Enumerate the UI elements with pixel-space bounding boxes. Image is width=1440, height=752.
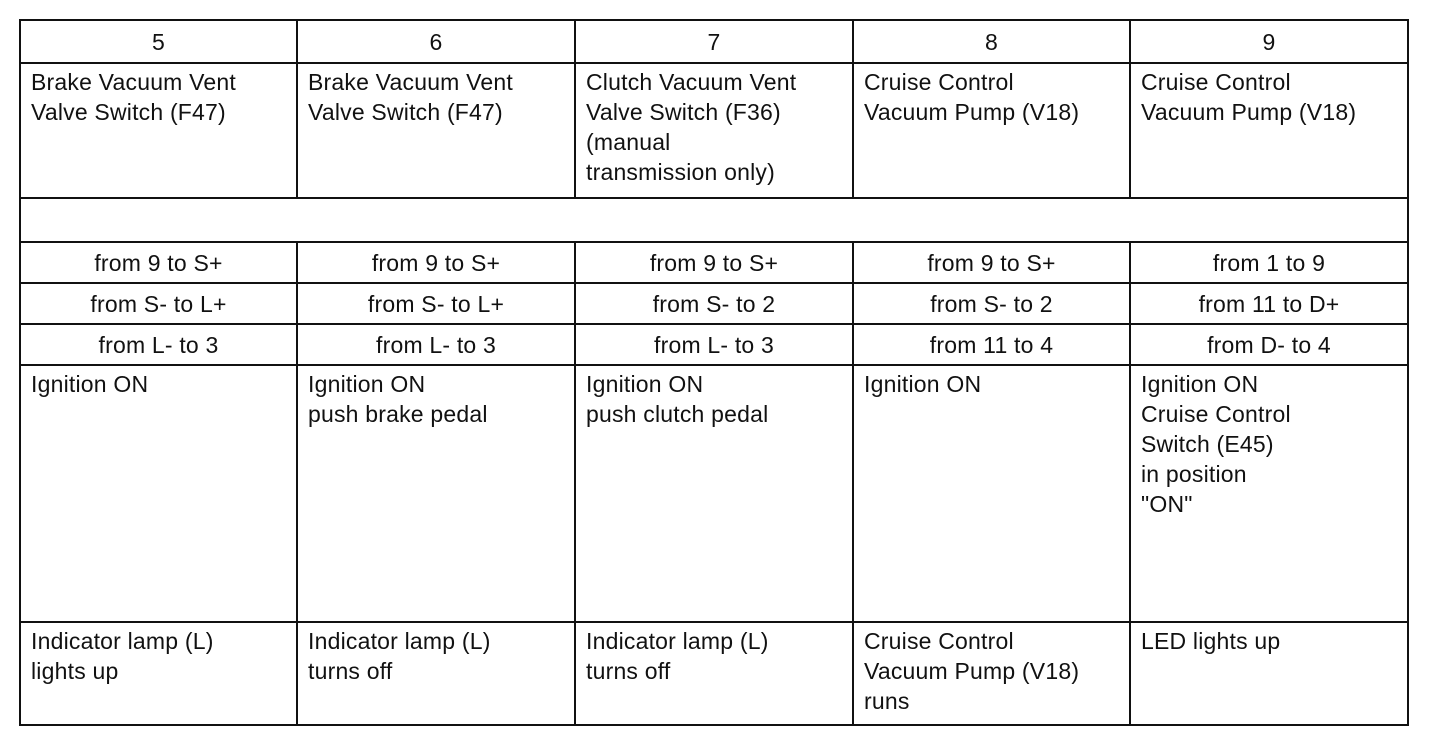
- measure-cell: from 1 to 9: [1130, 242, 1408, 283]
- measure-cell: from 11 to D+: [1130, 283, 1408, 324]
- measure-row-1: [20, 242, 1408, 283]
- result-cell: Indicator lamp (L) turns off: [297, 622, 575, 725]
- component-cell: Brake Vacuum Vent Valve Switch (F47): [20, 63, 297, 198]
- header-row: [20, 20, 1408, 63]
- measure-cell: from S- to 2: [575, 283, 853, 324]
- measure-cell: from S- to 2: [853, 283, 1130, 324]
- spacer-row: [20, 198, 1408, 242]
- column-number: 6: [297, 20, 575, 63]
- condition-cell: Ignition ON: [20, 365, 297, 622]
- result-cell: Indicator lamp (L) lights up: [20, 622, 297, 725]
- component-cell: Cruise Control Vacuum Pump (V18): [1130, 63, 1408, 198]
- measure-row-3: [20, 324, 1408, 365]
- column-number: 5: [20, 20, 297, 63]
- column-number: 7: [575, 20, 853, 63]
- measure-cell: from L- to 3: [297, 324, 575, 365]
- measure-cell: from 9 to S+: [297, 242, 575, 283]
- measure-cell: from 9 to S+: [853, 242, 1130, 283]
- result-cell: LED lights up: [1130, 622, 1408, 725]
- component-cell: Clutch Vacuum Vent Valve Switch (F36) (manual transmission only): [575, 63, 853, 198]
- measure-cell: from S- to L+: [297, 283, 575, 324]
- condition-cell: Ignition ON Cruise Control Switch (E45) in position "ON": [1130, 365, 1408, 622]
- result-cell: Cruise Control Vacuum Pump (V18) runs: [853, 622, 1130, 725]
- measure-row-2: [20, 283, 1408, 324]
- measure-cell: from 9 to S+: [20, 242, 297, 283]
- spacer-cell: [20, 198, 1408, 242]
- result-row: [20, 622, 1408, 725]
- condition-cell: Ignition ON push brake pedal: [297, 365, 575, 622]
- measure-cell: from S- to L+: [20, 283, 297, 324]
- condition-cell: Ignition ON: [853, 365, 1130, 622]
- component-row: [20, 63, 1408, 198]
- condition-cell: Ignition ON push clutch pedal: [575, 365, 853, 622]
- measure-cell: from D- to 4: [1130, 324, 1408, 365]
- measure-cell: from L- to 3: [575, 324, 853, 365]
- column-number: 9: [1130, 20, 1408, 63]
- measure-cell: from 11 to 4: [853, 324, 1130, 365]
- component-cell: Brake Vacuum Vent Valve Switch (F47): [297, 63, 575, 198]
- test-table: [19, 19, 1409, 726]
- column-number: 8: [853, 20, 1130, 63]
- measure-cell: from 9 to S+: [575, 242, 853, 283]
- result-cell: Indicator lamp (L) turns off: [575, 622, 853, 725]
- component-cell: Cruise Control Vacuum Pump (V18): [853, 63, 1130, 198]
- measure-cell: from L- to 3: [20, 324, 297, 365]
- condition-row: [20, 365, 1408, 622]
